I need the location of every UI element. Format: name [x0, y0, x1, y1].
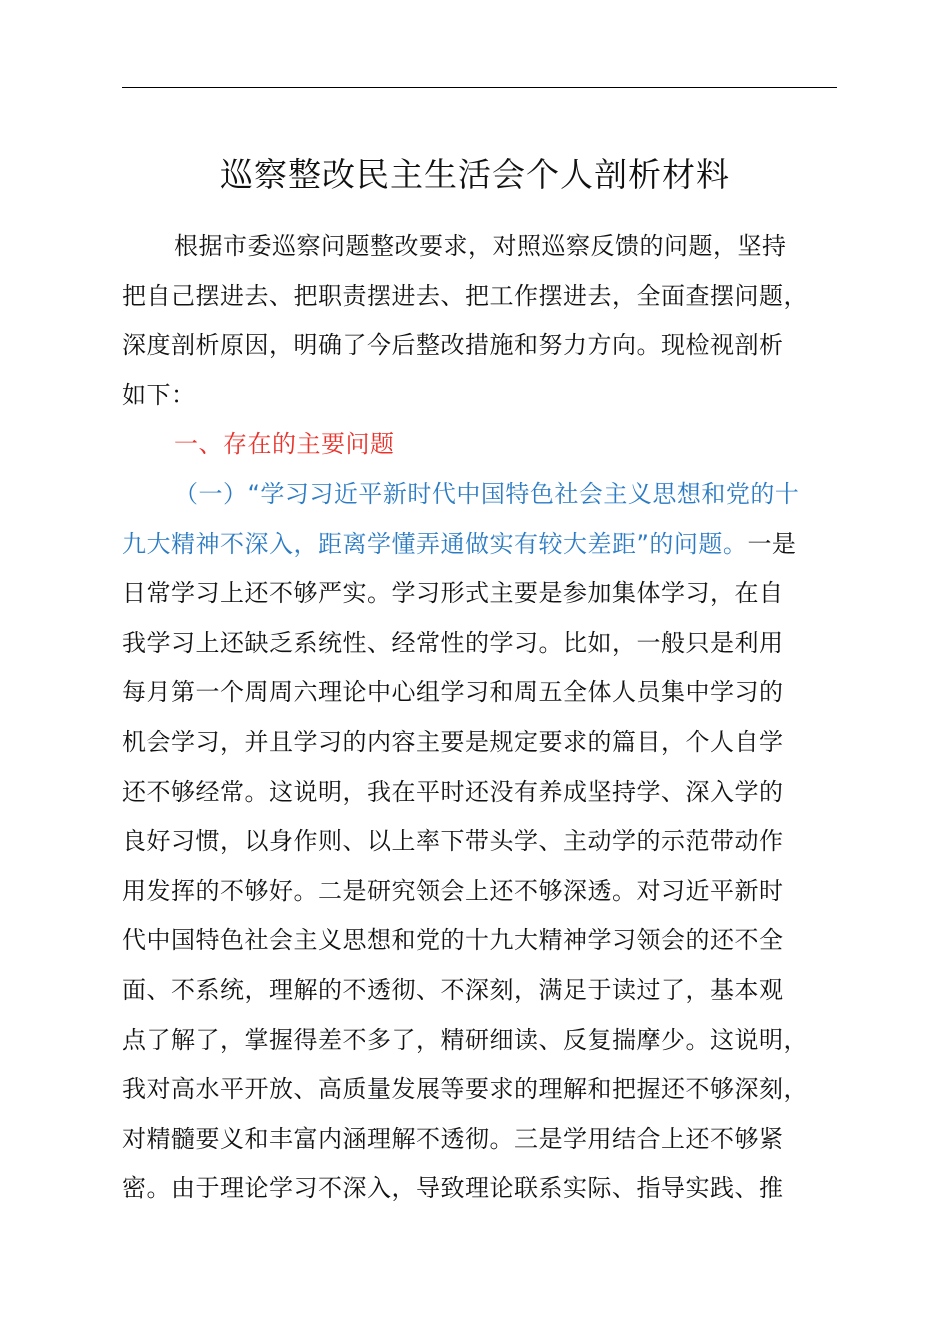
body-line: 用发挥的不够好。二是研究领会上还不够深透。对习近平新时 — [122, 876, 784, 905]
header-rule — [122, 87, 837, 88]
subsection-heading-line — [122, 520, 842, 570]
intro-line: 如下： — [122, 380, 196, 409]
body-line: 对精髓要义和丰富内涵理解不透彻。三是学用结合上还不够紧 — [122, 1124, 784, 1153]
section-heading: 一、存在的主要问题 — [174, 430, 395, 459]
section-heading-row — [122, 420, 842, 470]
intro-line: 深度剖析原因，明确了今后整改措施和努力方向。现检视剖析 — [122, 331, 784, 360]
body-line: 良好习惯，以身作则、以上率下带头学、主动学的示范带动作 — [122, 827, 784, 856]
body-line: 代中国特色社会主义思想和党的十九大精神学习领会的还不全 — [122, 926, 784, 955]
document-body — [122, 222, 842, 1214]
body-line: 我学习上还缺乏系统性、经常性的学习。比如，一般只是利用 — [122, 628, 784, 657]
body-line: 机会学习，并且学习的内容主要是规定要求的篇目，个人自学 — [122, 727, 784, 756]
document-title: 巡察整改民主生活会个人剖析材料 — [220, 155, 730, 194]
intro-line: 把自己摆进去、把职责摆进去、把工作摆进去，全面查摆问题， — [122, 281, 808, 310]
body-line: 点了解了，掌握得差不多了，精研细读、反复揣摩少。这说明， — [122, 1025, 808, 1054]
body-line: 日常学习上还不够严实。学习形式主要是参加集体学习，在自 — [122, 579, 784, 608]
body-line: 我对高水平开放、高质量发展等要求的理解和把握还不够深刻， — [122, 1075, 808, 1104]
body-line: 还不够经常。这说明，我在平时还没有养成坚持学、深入学的 — [122, 777, 784, 806]
intro-paragraph — [122, 222, 842, 420]
subsection-paragraph — [122, 470, 842, 1214]
subsection-heading-line: （一）“学习习近平新时代中国特色社会主义思想和党的十 — [174, 479, 800, 508]
body-text-start: 一是 — [747, 529, 797, 558]
body-line: 每月第一个周周六理论中心组学习和周五全体人员集中学习的 — [122, 678, 784, 707]
body-line: 密。由于理论学习不深入，导致理论联系实际、指导实践、推 — [122, 1174, 784, 1203]
intro-line: 根据市委巡察问题整改要求，对照巡察反馈的问题，坚持 — [174, 232, 787, 260]
subsection-heading-tail: 九大精神不深入，距离学懂弄通做实有较大差距”的问题。 — [122, 529, 748, 558]
body-line: 面、不系统，理解的不透彻、不深刻，满足于读过了，基本观 — [122, 975, 784, 1004]
